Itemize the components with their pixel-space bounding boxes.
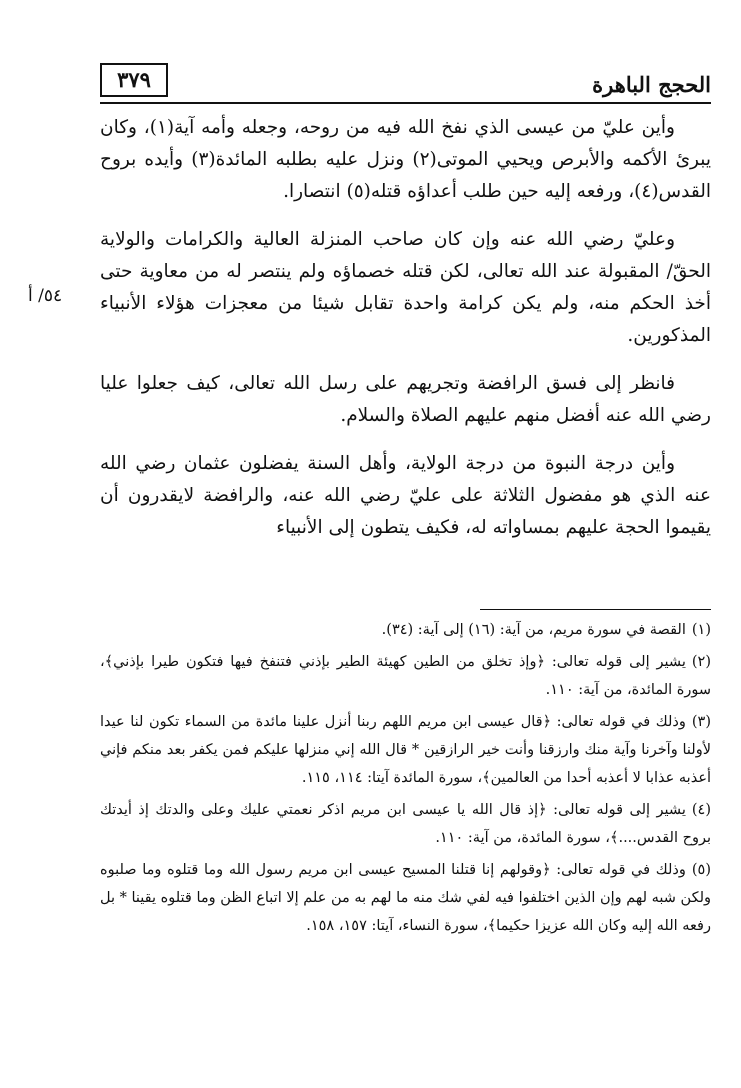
footnotes	[100, 616, 711, 944]
paragraph: وأين عليّ من عيسى الذي نفخ الله فيه من روحه، وجعله وأمه آية(١)، وكان يبرئ الأكمه والأبرص ويحيي الموتى(٢) ونزل عليه بطلبه المائدة(٣) وأيده بروح القدس(٤)، ورفعه إليه حين طلب أعداؤه قتله(٥) انتصارا.	[100, 117, 711, 202]
footnote-divider	[480, 609, 711, 610]
footnote-number: (١)	[691, 622, 711, 638]
main-text	[100, 112, 711, 560]
footnote	[100, 856, 711, 940]
running-header-title: الحجج الباهرة	[592, 72, 711, 97]
footnote	[100, 708, 711, 792]
manuscript-folio-note: ٥٤/ أ	[28, 286, 63, 306]
page-number: ٣٧٩	[100, 63, 168, 97]
header-divider	[100, 102, 711, 104]
footnote	[100, 616, 711, 644]
footnote-text: القصة في سورة مريم، من آية: (١٦) إلى آية: (٣٤).	[381, 622, 686, 638]
footnote	[100, 648, 711, 704]
paragraph: وعليّ رضي الله عنه وإن كان صاحب المنزلة العالية والكرامات والولاية الحقّ/ المقبولة عند الله تعالى، لكن قتله خصماؤه ولم ينتصر له من معاوية حتى أخذ الحكم منه، ولم يكن كرامة واحدة تقابل شيئا من معجزات هؤلاء الأنبياء المذكورين.	[100, 229, 711, 346]
paragraph: وأين درجة النبوة من درجة الولاية، وأهل السنة يفضلون عثمان رضي الله عنه الذي هو مفضول الثلاثة على عليّ رضي الله عنه، والرافضة لايقدرون أن يقيموا الحجة عليهم بمساواته له، فكيف يتطون إلى الأنبياء	[100, 453, 711, 538]
footnote-text: وذلك في قوله تعالى: ﴿قال عيسى ابن مريم اللهم ربنا أنزل علينا مائدة من السماء تكون لنا عيدا لأولنا وآخرنا وآية منك وارزقنا وأنت خير الرازقين * قال الله إني منزلها عليكم فمن يكفر بعد منكم فإني أعذبه عذابا لا أعذبه أحدا من العالمين﴾، سورة المائدة آيتا: ١١٤، ١١٥.	[100, 714, 711, 786]
footnote-text: يشير إلى قوله تعالى: ﴿إذ قال الله يا عيسى ابن مريم اذكر نعمتي عليك وعلى والدتك إذ أيدتك بروح القدس....﴾، سورة المائدة، من آية: ١١٠.	[100, 802, 711, 846]
footnote-number: (٢)	[691, 654, 711, 670]
footnote-text: وذلك في قوله تعالى: ﴿وقولهم إنا قتلنا المسيح عيسى ابن مريم رسول الله وما قتلوه وما صلبوه ولكن شبه لهم وإن الذين اختلفوا فيه لفي شك منه ما لهم به من علم إلا اتباع الظن وما قتلوه يقينا * بل رفعه الله إليه وكان الله عزيزا حكيما﴾، سورة النساء، آيتا: ١٥٧، ١٥٨.	[100, 862, 711, 934]
footnote-number: (٥)	[691, 862, 711, 878]
footnote	[100, 796, 711, 852]
paragraph: فانظر إلى فسق الرافضة وتجريهم على رسل الله تعالى، كيف جعلوا عليا رضي الله عنه أفضل منهم عليهم الصلاة والسلام.	[100, 373, 711, 426]
footnote-text: يشير إلى قوله تعالى: ﴿وإذ تخلق من الطين كهيئة الطير بإذني فتنفخ فيها فتكون طيرا بإذني﴾، سورة المائدة، من آية: ١١٠.	[100, 654, 711, 698]
footnote-number: (٤)	[691, 802, 711, 818]
footnote-number: (٣)	[691, 714, 711, 730]
